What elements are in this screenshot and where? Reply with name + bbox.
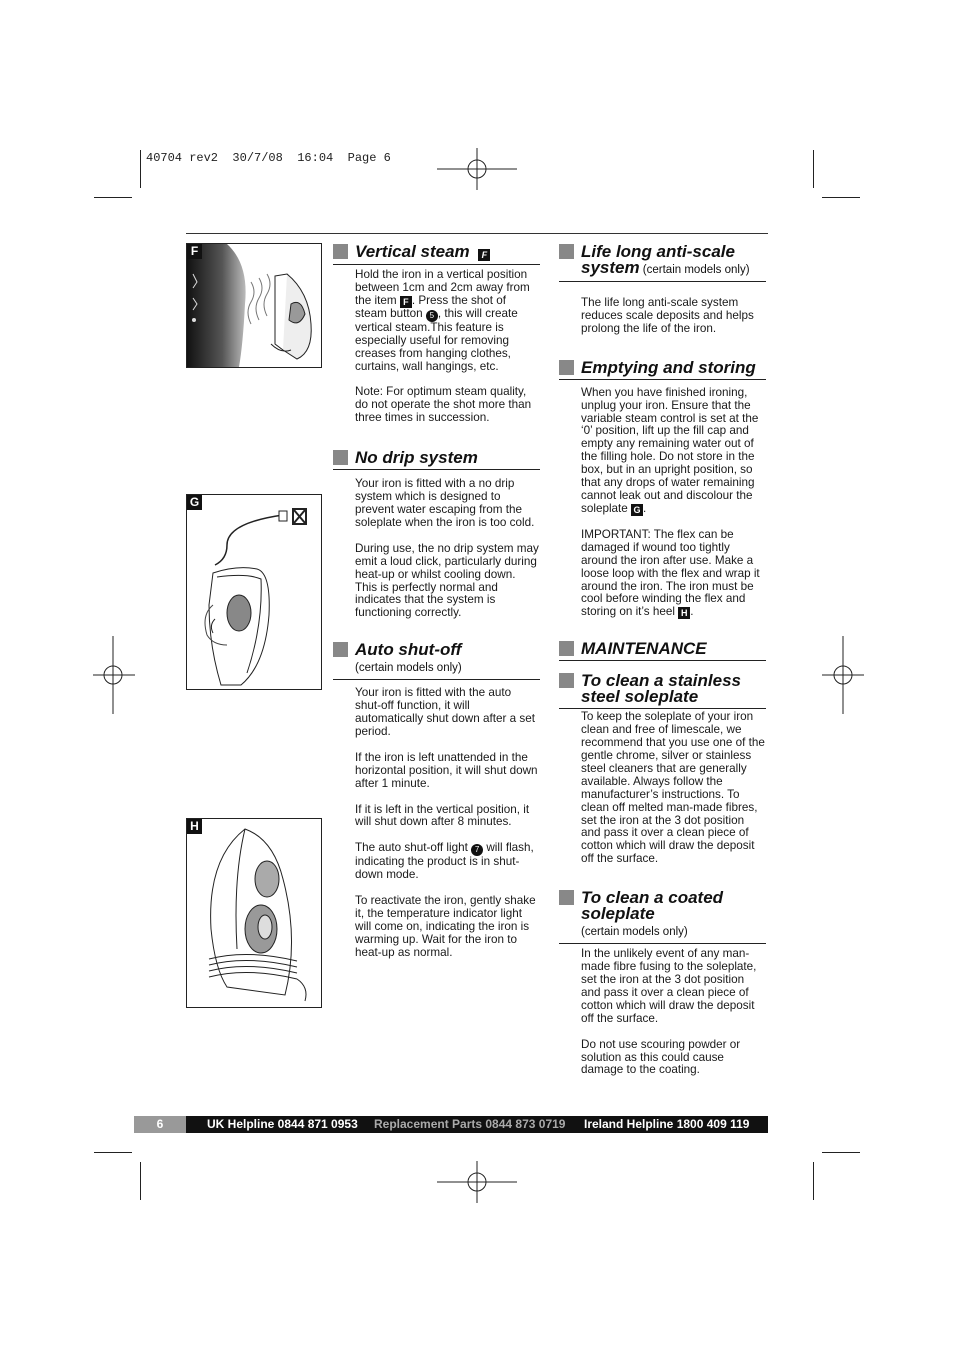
top-rule bbox=[186, 233, 768, 234]
crop-mark bbox=[822, 1152, 860, 1153]
section-title-no-drip: No drip system bbox=[333, 450, 540, 466]
heading-rule bbox=[333, 469, 540, 470]
heading-rule bbox=[559, 660, 766, 661]
paragraph: Note: For optimum steam quality, do not operate the shot more than three times in succession. bbox=[355, 385, 532, 425]
heading-square-icon bbox=[559, 360, 574, 375]
crop-mark bbox=[813, 1162, 814, 1200]
figure-label: H bbox=[187, 819, 202, 834]
crop-mark bbox=[813, 150, 814, 188]
section-title-anti-scale: Life long anti-scale system (certain models only) bbox=[559, 244, 766, 278]
paragraph: IMPORTANT: The flex can be damaged if wound too tightly around the iron after use. Make a loose loop with the flex and wrap it around the iron. The iron must be cool before winding the flex and storing on it’s heel H . bbox=[581, 527, 760, 619]
heading-rule bbox=[559, 281, 766, 282]
paragraph: To keep the soleplate of your iron clean and free of limescale, we recommend that you use one of the gentle chrome, silver or stainless steel cleaners that are generally available. Always follow the manufacturer’s instructions. To clean off melted man-made fibres, set the iron at the 3 dot position and pass it over a clean piece of cotton which will draw the deposit off the surface. bbox=[581, 710, 765, 866]
heading-rule bbox=[333, 679, 540, 680]
heading-square-icon bbox=[333, 450, 348, 465]
paragraph: The auto shut-off light 7 will flash, indicating the product is in shut-down mode. bbox=[355, 841, 534, 882]
section-title-vertical-steam: Vertical steam F bbox=[333, 244, 540, 261]
crop-mark bbox=[140, 150, 141, 188]
heading-square-icon bbox=[559, 244, 574, 259]
paragraph: The life long anti-scale system reduces scale deposits and helps prolong the life of the iron. bbox=[581, 296, 754, 335]
figure-label: G bbox=[187, 495, 202, 510]
figure-ref-badge: F bbox=[478, 249, 490, 261]
heading-square-icon bbox=[559, 673, 574, 688]
button-number-icon: 5 bbox=[426, 310, 438, 322]
print-slug: 40704 rev2 30/7/08 16:04 Page 6 bbox=[146, 151, 391, 165]
paragraph: Do not use scouring powder or solution as this could cause damage to the coating. bbox=[581, 1037, 741, 1077]
uk-helpline: UK Helpline 0844 871 0953 bbox=[207, 1117, 358, 1131]
iron-upright-storage-illustration bbox=[187, 495, 321, 689]
heading-rule bbox=[333, 264, 540, 265]
paragraph: Your iron is fitted with a no drip system which is designed to prevent water escaping from the soleplate when the iron is too cold. bbox=[355, 477, 535, 529]
section-title-maintenance: MAINTENANCE bbox=[559, 641, 766, 657]
registration-mark-left bbox=[93, 636, 135, 714]
heading-square-icon bbox=[333, 642, 348, 657]
iron-vertical-steam-illustration bbox=[187, 244, 321, 367]
figure-h-heel-storage bbox=[186, 818, 322, 1008]
paragraph: In the unlikely event of any man-made fibre fusing to the soleplate, set the iron at the 3 dot position and pass it over a clean piece of cotton which will draw the deposit off the surface. bbox=[581, 947, 757, 1025]
heading-rule bbox=[559, 943, 766, 944]
paragraph: Your iron is fitted with the auto shut-off function, it will automatically shut down after a set period. bbox=[355, 686, 535, 738]
right-column bbox=[559, 244, 766, 1077]
figure-ref-badge: F bbox=[400, 296, 412, 308]
section-title-auto-shutoff: Auto shut-off (certain models only) bbox=[333, 642, 540, 676]
ireland-helpline: Ireland Helpline 1800 409 119 bbox=[584, 1117, 750, 1131]
section-title-emptying: Emptying and storing bbox=[559, 360, 766, 376]
paragraph: When you have finished ironing, unplug your iron. Ensure that the variable steam control is set at the ‘0’ position, lift up the fill cap and empty any remaining water out of the filling hole. Do not store in the box, but in an upright position, so that any drops of water remaining cannot leak out and discolour the soleplate G . bbox=[581, 385, 759, 515]
paragraph: If the iron is left unattended in the horizontal position, it will shut down after 1 minute. bbox=[355, 750, 538, 790]
iron-heel-flex-wound-illustration bbox=[187, 819, 321, 1007]
figure-label: F bbox=[187, 244, 202, 259]
heading-rule bbox=[559, 708, 766, 709]
paragraph: During use, the no drip system may emit a loud click, particularly during heat-up or whilst cooling down. This is perfectly normal and indicates that the system is functioning correctly. bbox=[355, 541, 539, 620]
paragraph: Hold the iron in a vertical position between 1cm and 2cm away from the item F . Press the shot of steam button 5 , this will create vertical steam.This feature is especially useful for removing creases from hanging clothes, curtains, wall hangings, etc. bbox=[355, 268, 530, 373]
heading-square-icon bbox=[333, 244, 348, 259]
figure-f-vertical-steam bbox=[186, 243, 322, 368]
middle-column bbox=[333, 244, 540, 960]
registration-mark-bottom bbox=[437, 1161, 517, 1203]
crop-mark bbox=[822, 197, 860, 198]
registration-mark-top bbox=[437, 148, 517, 190]
paragraph: If it is left in the vertical position, it will shut down after 8 minutes. bbox=[355, 802, 530, 829]
registration-mark-right bbox=[822, 636, 864, 714]
crop-mark bbox=[94, 1152, 132, 1153]
figure-ref-badge: H bbox=[678, 607, 690, 619]
heading-square-icon bbox=[559, 890, 574, 905]
crop-mark bbox=[94, 197, 132, 198]
figure-g-storage bbox=[186, 494, 322, 690]
replacement-parts: Replacement Parts 0844 873 0719 bbox=[374, 1117, 566, 1131]
page-number: 6 bbox=[134, 1116, 186, 1133]
helpline-footer bbox=[134, 1116, 768, 1133]
paragraph: To reactivate the iron, gently shake it, the temperature indicator light will come on, indicating the iron is warming up. Wait for the iron to heat-up as normal. bbox=[355, 894, 536, 959]
heading-rule bbox=[559, 379, 766, 380]
heading-square-icon bbox=[559, 641, 574, 656]
section-title-coated: To clean a coated soleplate (certain models only) bbox=[559, 890, 766, 940]
section-title-stainless: To clean a stainless steel soleplate bbox=[559, 673, 766, 705]
figure-ref-badge: G bbox=[631, 504, 643, 516]
crop-mark bbox=[140, 1162, 141, 1200]
light-number-icon: 7 bbox=[471, 844, 483, 856]
